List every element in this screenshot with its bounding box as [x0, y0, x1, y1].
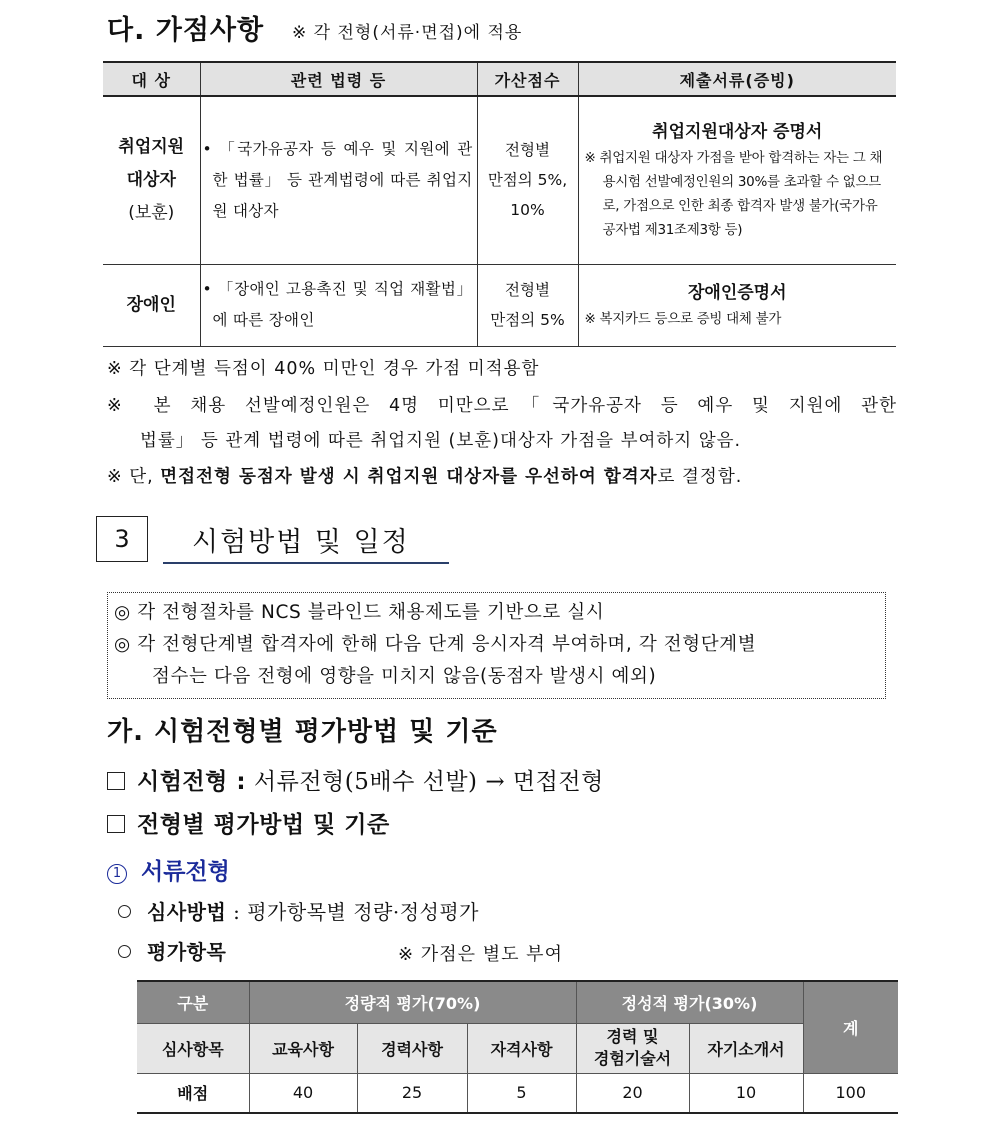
- note-tiebreak-emphasis: 면접전형 동점자 발생 시 취업지원 대상자를 우선하여 합격자: [160, 467, 658, 487]
- qual-header: 정성적 평가(30%): [576, 981, 803, 1023]
- total-header: 계: [803, 981, 898, 1073]
- info-box: [107, 592, 886, 699]
- score-cell: [477, 264, 578, 346]
- law-text: 「국가유공자 등 예우 및 지원에 관한 법률」 등 관계법령에 따른 취업지원 대상자: [212, 139, 473, 220]
- header-target: 대 상: [103, 62, 200, 96]
- doc-cell: [578, 264, 896, 346]
- item-experience: 경력 및 경험기술서: [576, 1023, 689, 1073]
- exam-stages-row: [107, 763, 604, 796]
- header-law: 관련 법령 등: [200, 62, 477, 96]
- items-note: ※ 가점은 별도 부여: [398, 944, 563, 965]
- doc-screening-title: 서류전형: [141, 859, 230, 885]
- table-row: [137, 1073, 898, 1113]
- bonus-table: [103, 61, 896, 347]
- method-label: 심사방법: [147, 900, 227, 924]
- doc-title: 취업지원대상자 증명서: [652, 122, 823, 143]
- checkbox-square-icon: [107, 772, 125, 790]
- note-quota-line2: 법률」 등 관계 법령에 따른 취업지원 (보훈)대상자 가점을 부여하지 않음.: [140, 431, 742, 451]
- info-line: ◎ 각 전형절차를 NCS 블라인드 채용제도를 기반으로 실시: [114, 602, 605, 623]
- points-cell: 40: [249, 1073, 357, 1113]
- note-quota-line1: ※ 본 채용 선발예정인원은 4명 미만으로「국가유공자 등 예우 및 지원에 관한: [107, 396, 897, 416]
- doc-title: 장애인증명서: [687, 283, 787, 303]
- info-line: ◎ 각 전형단계별 합격자에 한해 다음 단계 응시자격 부여하며, 각 전형단계별: [114, 634, 757, 655]
- section-3-title: 시험방법 및 일정: [192, 527, 410, 558]
- points-cell: 5: [467, 1073, 576, 1113]
- target-line: 대상자: [126, 169, 176, 190]
- points-cell: 20: [576, 1073, 689, 1113]
- header-docs: 제출서류(증빙): [578, 62, 896, 96]
- note-min-score: ※ 각 단계별 득점이 40% 미만인 경우 가점 미적용함: [107, 359, 540, 379]
- table-row: [137, 1023, 898, 1073]
- doc-cell: [578, 96, 896, 264]
- circle-bullet-icon: [118, 945, 131, 958]
- points-cell: 10: [689, 1073, 803, 1113]
- points-cell: 25: [357, 1073, 467, 1113]
- item-license: 자격사항: [467, 1023, 576, 1073]
- doc-note: ※ 취업지원 대상자 가점을 받아 합격하는 자는 그 채용시험 선발예정인원의 30%를 초과할 수 없으므로, 가점으로 인한 최종 합격자 발생 불가(국가유공자법 제31조제3항 등): [584, 150, 883, 239]
- eval-criteria-row: [107, 806, 390, 839]
- item-career: 경력사항: [357, 1023, 467, 1073]
- method-row: [118, 896, 479, 925]
- items-label: 평가항목: [147, 940, 227, 964]
- law-cell: • 「장애인 고용촉진 및 직업 재활법」에 따른 장애인: [200, 264, 477, 346]
- target-line: (보훈): [128, 202, 175, 223]
- note-tiebreak: ※ 단, 면접전형 동점자 발생 시 취업지원 대상자를 우선하여 합격자로 결정함.: [107, 467, 743, 487]
- exam-stages-value: 서류전형(5배수 선발) → 면접전형: [253, 769, 604, 795]
- target-cell: [103, 264, 200, 346]
- target-cell: [103, 96, 200, 264]
- section-da-title: 다. 가점사항: [107, 15, 265, 46]
- section-da-note: ※ 각 전형(서류·면접)에 적용: [292, 23, 523, 43]
- exam-stages-label: 시험전형 :: [137, 769, 247, 795]
- section-ga-title: 가. 시험전형별 평가방법 및 기준: [107, 717, 498, 747]
- doc-screening-heading: [107, 853, 230, 886]
- target-line: 장애인: [126, 294, 176, 315]
- col-group-header: 구분: [137, 981, 249, 1023]
- score-table: [137, 980, 898, 1114]
- circled-number-icon: 1: [107, 864, 127, 884]
- items-row: [118, 936, 226, 965]
- section-3-underline: [163, 562, 449, 564]
- method-value: : 평가항목별 정량·정성평가: [233, 900, 479, 924]
- table-row: [137, 981, 898, 1023]
- info-line: 점수는 다음 전형에 영향을 미치지 않음(동점자 발생시 예외): [152, 666, 657, 687]
- law-cell: • 「국가유공자 등 예우 및 지원에 관한 법률」 등 관계법령에 따른 취업지원 대상자: [200, 96, 477, 264]
- score-line: 전형별: [505, 141, 550, 160]
- section-number-box: 3: [96, 516, 148, 562]
- score-line: 만점의 5%,: [487, 171, 568, 190]
- doc-note: ※ 복지카드 등으로 증빙 대체 불가: [584, 311, 782, 327]
- score-line: 전형별: [505, 281, 550, 299]
- quant-header: 정량적 평가(70%): [249, 981, 576, 1023]
- table-row: [103, 96, 896, 264]
- score-line: 10%: [510, 201, 545, 220]
- item-education: 교육사항: [249, 1023, 357, 1073]
- header-score: 가산점수: [477, 62, 578, 96]
- bonus-table-header-row: [103, 62, 896, 96]
- eval-criteria-label: 전형별 평가방법 및 기준: [137, 812, 390, 838]
- row-label-items: 심사항목: [137, 1023, 249, 1073]
- circle-bullet-icon: [118, 905, 131, 918]
- law-text: 「장애인 고용촉진 및 직업 재활법」에 따른 장애인: [212, 280, 473, 329]
- points-total-cell: 100: [803, 1073, 898, 1113]
- score-cell: [477, 96, 578, 264]
- table-row: [103, 264, 896, 346]
- item-self-intro: 자기소개서: [689, 1023, 803, 1073]
- checkbox-square-icon: [107, 815, 125, 833]
- row-label-points: 배점: [137, 1073, 249, 1113]
- target-line: 취업지원: [118, 136, 185, 157]
- score-line: 만점의 5%: [490, 311, 565, 329]
